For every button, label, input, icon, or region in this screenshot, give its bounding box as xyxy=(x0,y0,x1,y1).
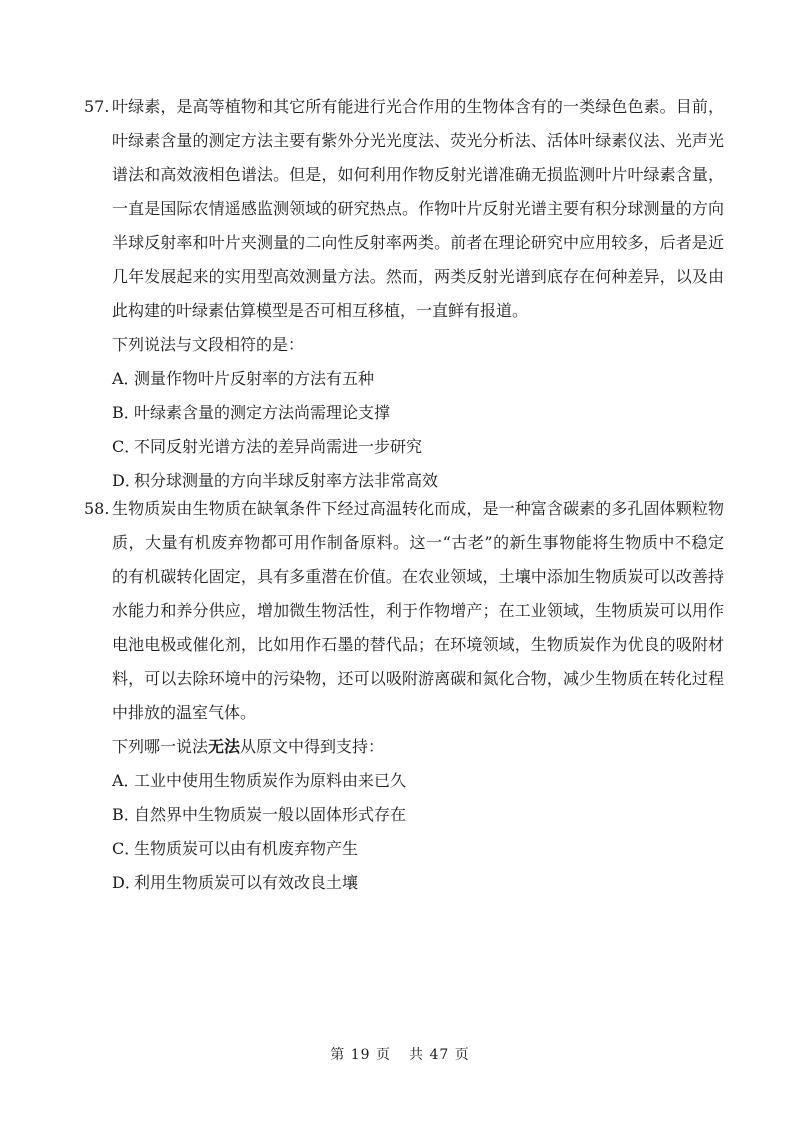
passage-line: 中排放的温室气体。 xyxy=(112,703,257,722)
question-number: 57. xyxy=(84,97,110,116)
question-prompt: 下列哪一说法无法从原文中得到支持： xyxy=(112,737,385,756)
option-text: 工业中使用生物质炭作为原料由来已久 xyxy=(134,771,407,790)
option-letter: C． xyxy=(112,437,141,456)
option-text: 不同反射光谱方法的差异尚需进一步研究 xyxy=(134,437,423,456)
passage-line: 电池电极或催化剂，比如用作石墨的替代品；在环境领域，生物质炭作为优良的吸附材 xyxy=(112,635,724,654)
page-number: 第 19 页 xyxy=(330,1047,391,1063)
option-letter: D． xyxy=(112,873,141,892)
question-prompt: 下列说法与文段相符的是： xyxy=(112,335,305,354)
passage-line: 此构建的叶绿素估算模型是否可相互移植，一直鲜有报道。 xyxy=(112,301,529,320)
question-number: 58. xyxy=(84,499,110,518)
option-a[interactable] xyxy=(84,362,724,396)
option-c[interactable] xyxy=(84,430,724,464)
page-total: 共 47 页 xyxy=(409,1047,470,1063)
option-text: 测量作物叶片反射率的方法有五种 xyxy=(134,369,375,388)
option-text: 生物质炭可以由有机废弃物产生 xyxy=(134,839,359,858)
option-letter: C． xyxy=(112,839,141,858)
option-letter: D． xyxy=(112,471,141,490)
passage-line: 几年发展起来的实用型高效测量方法。然而，两类反射光谱到底存在何种差异，以及由 xyxy=(112,267,724,286)
emphasis-text: 无法 xyxy=(208,737,241,756)
option-letter: A． xyxy=(112,771,140,790)
option-d[interactable] xyxy=(84,866,724,900)
question-57 xyxy=(84,90,724,498)
option-letter: A． xyxy=(112,369,140,388)
passage-line: 谱法和高效液相色谱法。但是，如何利用作物反射光谱准确无损监测叶片叶绿素含量， xyxy=(112,165,724,184)
page-footer xyxy=(0,1044,800,1064)
question-58 xyxy=(84,492,724,900)
option-text: 积分球测量的方向半球反射率方法非常高效 xyxy=(134,471,439,490)
passage-line: 水能力和养分供应，增加微生物活性，利于作物增产；在工业领域，生物质炭可以用作 xyxy=(112,601,724,620)
option-a[interactable] xyxy=(84,764,724,798)
passage-line: 57. 叶绿素，是高等植物和其它所有能进行光合作用的生物体含有的一类绿色色素。目前， xyxy=(84,90,724,124)
passage-line: 半球反射率和叶片夹测量的二向性反射率两类。前者在理论研究中应用较多，后者是近 xyxy=(112,233,724,252)
option-letter: B． xyxy=(112,403,140,422)
passage-line: 质，大量有机废弃物都可用作制备原料。这一“古老”的新生事物能将生物质中不稳定 xyxy=(112,533,724,552)
option-text: 叶绿素含量的测定方法尚需理论支撑 xyxy=(134,403,391,422)
option-text: 利用生物质炭可以有效改良土壤 xyxy=(134,873,359,892)
option-text: 自然界中生物质炭一般以固体形式存在 xyxy=(134,805,407,824)
option-b[interactable] xyxy=(84,798,724,832)
option-c[interactable] xyxy=(84,832,724,866)
passage-line: 叶绿素含量的测定方法主要有紫外分光光度法、荧光分析法、活体叶绿素仪法、光声光 xyxy=(112,131,724,150)
option-letter: B． xyxy=(112,805,140,824)
passage-line: 的有机碳转化固定，具有多重潜在价值。在农业领域，土壤中添加生物质炭可以改善持 xyxy=(112,567,724,586)
passage-line: 料，可以去除环境中的污染物，还可以吸附游离碳和氮化合物，减少生物质在转化过程 xyxy=(112,669,724,688)
passage-line: 一直是国际农情遥感监测领域的研究热点。作物叶片反射光谱主要有积分球测量的方向 xyxy=(112,199,724,218)
option-b[interactable] xyxy=(84,396,724,430)
passage-line: 58. 生物质炭由生物质在缺氧条件下经过高温转化而成，是一种富含碳素的多孔固体颗粒物 xyxy=(84,492,724,526)
